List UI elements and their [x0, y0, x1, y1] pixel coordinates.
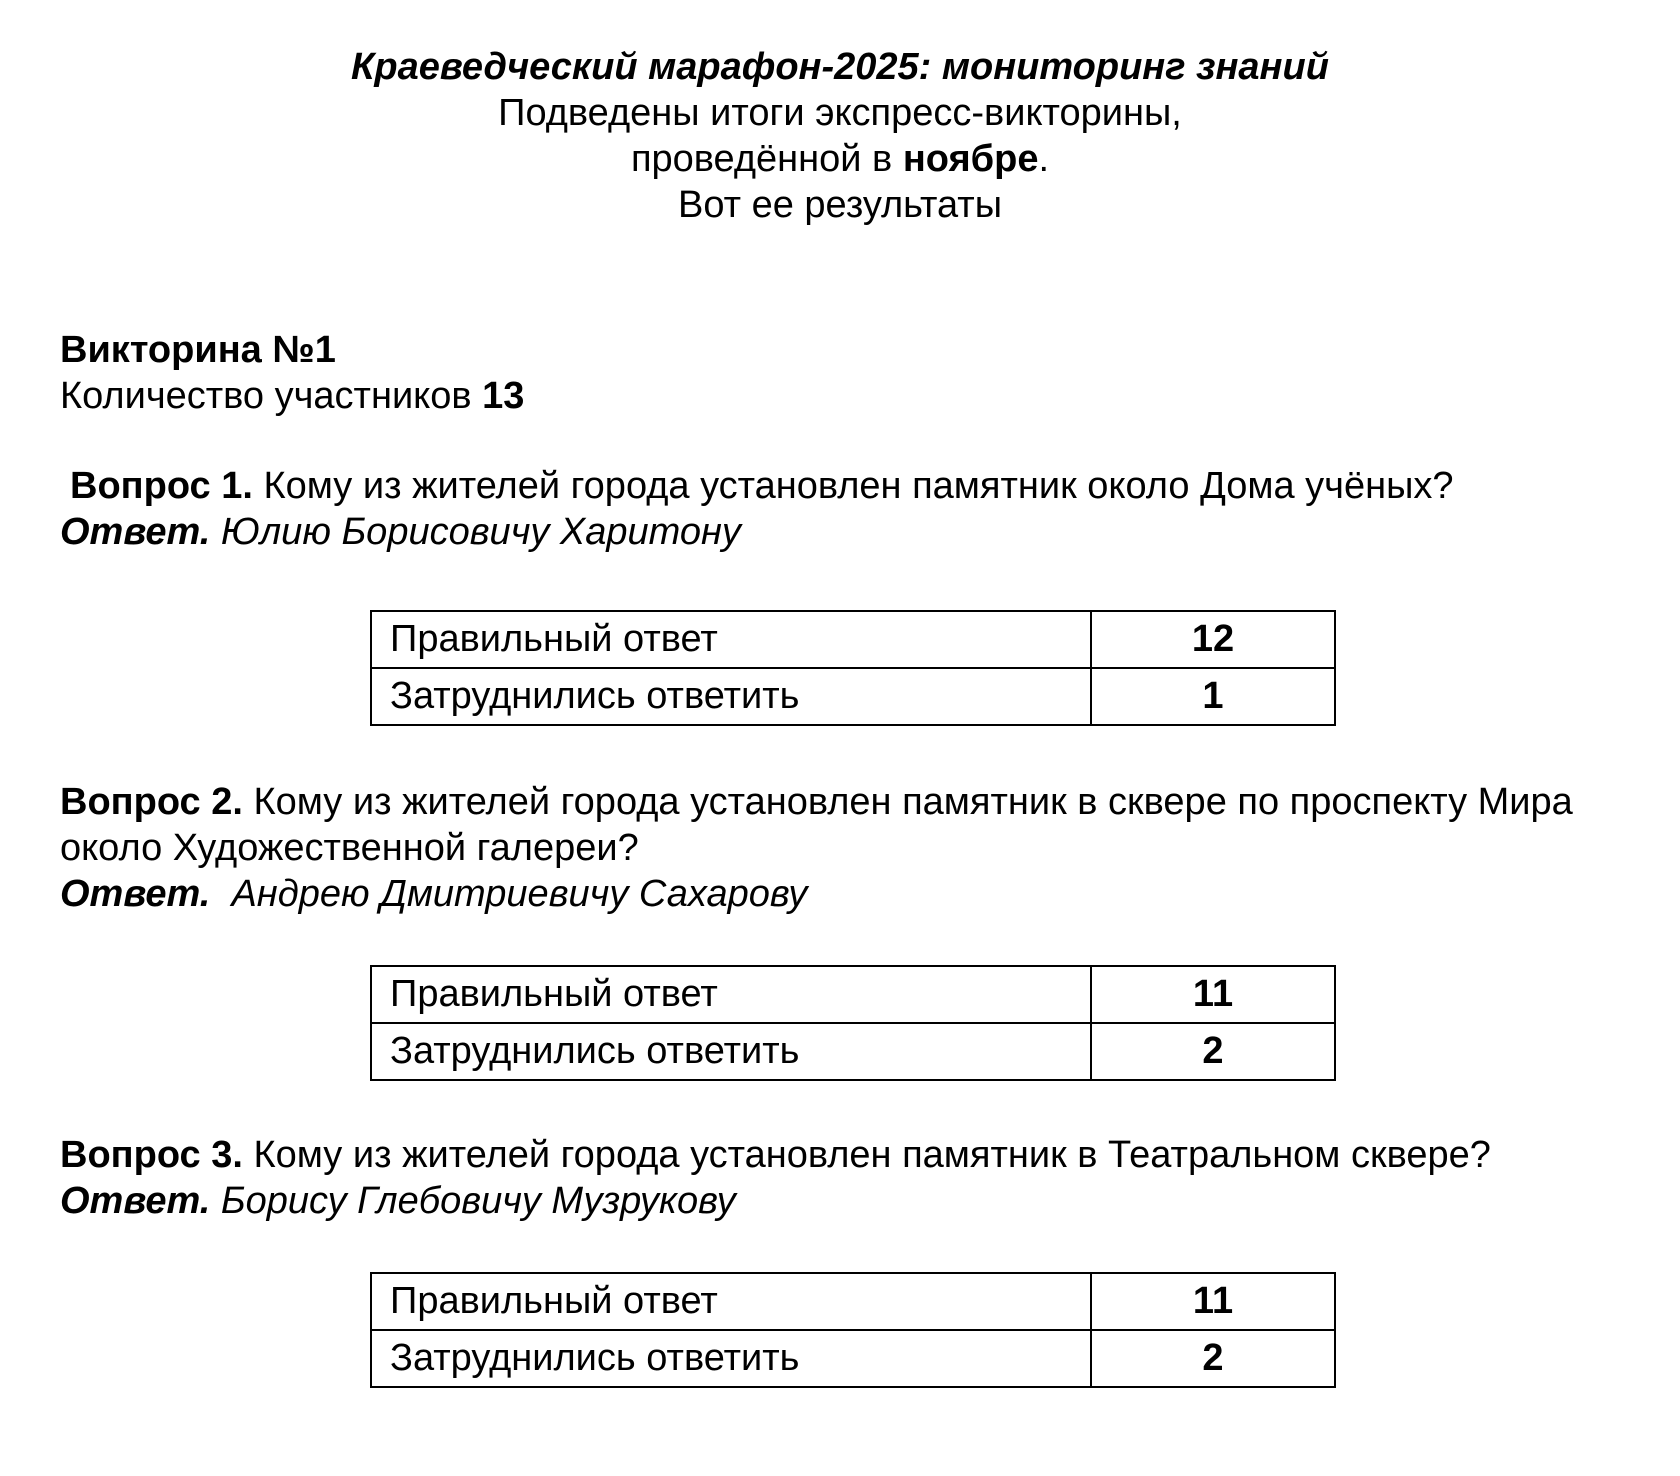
result-label: Правильный ответ	[371, 611, 1091, 668]
header-line-2-prefix: проведённой в	[630, 138, 903, 180]
answer-1	[60, 509, 1630, 555]
answer-2-label: Ответ.	[60, 873, 211, 915]
results-table-2	[370, 965, 1336, 1081]
result-label: Правильный ответ	[371, 966, 1091, 1023]
table-row	[371, 611, 1335, 668]
result-value: 1	[1091, 668, 1335, 725]
result-label: Затруднились ответить	[371, 1023, 1091, 1080]
header-line-3: Вот ее результаты	[677, 184, 1003, 226]
participants-count: 13	[482, 375, 525, 417]
result-value: 11	[1091, 966, 1335, 1023]
table-row	[371, 1330, 1335, 1387]
question-1-text-line	[70, 463, 1640, 509]
question-1-text: Кому из жителей города установлен памятник около Дома учёных?	[252, 465, 1454, 507]
answer-3	[60, 1178, 1630, 1224]
answer-1-text: Юлию Борисовичу Харитону	[210, 511, 741, 553]
table-row	[371, 1273, 1335, 1330]
question-3	[60, 1132, 1630, 1178]
header-line-1: Подведены итоги экспресс-викторины,	[498, 92, 1182, 134]
header-line-2	[0, 136, 1680, 182]
question-2-text: Кому из жителей города установлен памятник в сквере по проспекту Мира около Художественной галереи?	[60, 781, 1573, 869]
table-row	[371, 966, 1335, 1023]
participants-line	[60, 373, 524, 419]
question-2-label: Вопрос 2.	[60, 781, 243, 823]
result-value: 11	[1091, 1273, 1335, 1330]
answer-3-label: Ответ.	[60, 1180, 211, 1222]
result-value: 2	[1091, 1023, 1335, 1080]
question-1	[60, 463, 1640, 509]
question-1-label: Вопрос 1.	[70, 465, 253, 507]
participants-label: Количество участников	[60, 375, 483, 417]
document-title: Краеведческий марафон-2025: мониторинг знаний	[351, 46, 1329, 88]
result-label: Правильный ответ	[371, 1273, 1091, 1330]
table-row	[371, 668, 1335, 725]
results-table-1	[370, 610, 1336, 726]
question-3-text: Кому из жителей города установлен памятник в Театральном сквере?	[242, 1134, 1491, 1176]
answer-3-text: Борису Глебовичу Музрукову	[210, 1180, 736, 1222]
answer-1-label: Ответ.	[60, 511, 211, 553]
document-header	[0, 44, 1680, 228]
results-table-3	[370, 1272, 1336, 1388]
question-2	[60, 779, 1630, 871]
question-3-label: Вопрос 3.	[60, 1134, 243, 1176]
result-label: Затруднились ответить	[371, 1330, 1091, 1387]
header-month: ноябре	[902, 138, 1039, 180]
result-value: 2	[1091, 1330, 1335, 1387]
quiz-title: Викторина №1	[60, 329, 336, 371]
answer-2	[60, 871, 1630, 917]
result-label: Затруднились ответить	[371, 668, 1091, 725]
table-row	[371, 1023, 1335, 1080]
header-line-2-suffix: .	[1038, 138, 1050, 180]
result-value: 12	[1091, 611, 1335, 668]
answer-2-text: Андрею Дмитриевичу Сахарову	[210, 873, 808, 915]
